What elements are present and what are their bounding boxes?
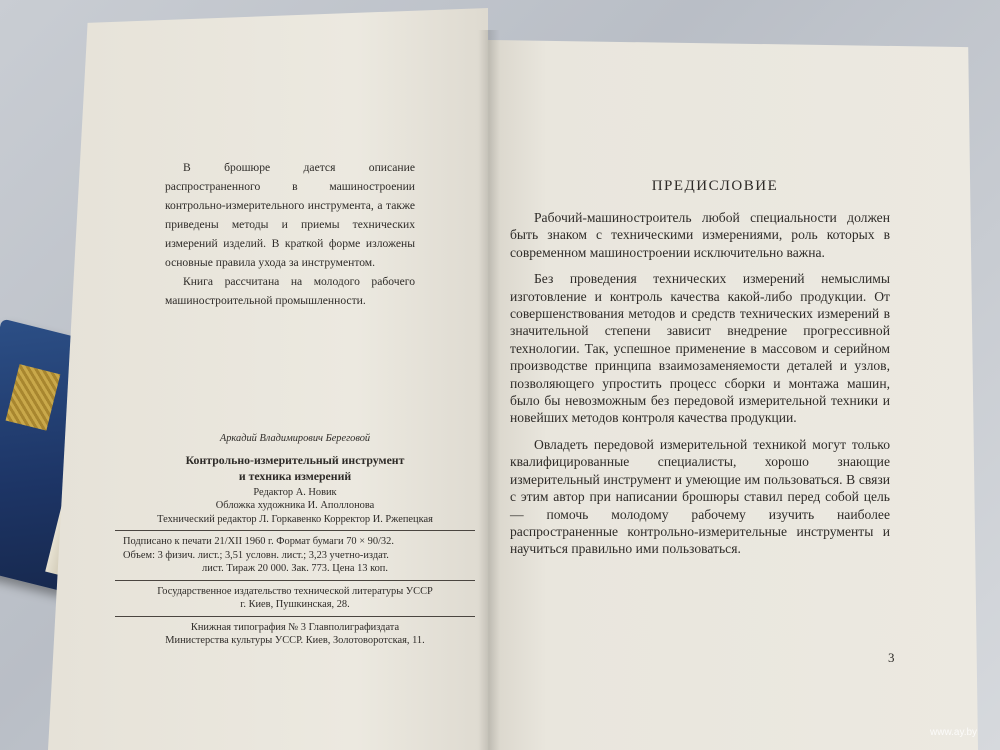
abstract-paragraph-2: Книга рассчитана на молодого рабочего машиностроительной промышленности. xyxy=(165,275,415,307)
tech-editor-line: Технический редактор Л. Горкавенко Корректор И. Ржепецкая xyxy=(157,513,433,525)
publisher-line-2: г. Киев, Пушкинская, 28. xyxy=(240,599,350,610)
printer-line-2: Министерства культуры УССР. Киев, Золотоворотская, 11. xyxy=(165,635,425,646)
preface-section xyxy=(510,178,890,558)
publisher-line-1: Государственное издательство технической литературы УССР xyxy=(157,585,433,597)
abstract-text xyxy=(165,158,415,310)
print-info-line-3: лист. Тираж 20 000. Зак. 773. Цена 13 коп. xyxy=(202,563,388,574)
book-title-line-1: Контрольно-измерительный инструмент xyxy=(185,452,405,467)
preface-paragraph-2: Без проведения технических измерений немыслимы изготовление и контроль качества какой-либо продукции. От совершенствования методов и средств технических измерений в значительной степени зависит внедрение прогрессивной технологии. Так, успешное применение в массовом и серийном производстве принципа взаимозаменяемости деталей и узлов, позволяющего упростить процесс сборки и монтажа машин, было бы невозможным без передовой измерительной техники и новейших методов контроля качества продукции. xyxy=(510,271,890,426)
editor-line: Редактор А. Новик xyxy=(253,486,337,498)
preface-title: ПРЕДИСЛОВИЕ xyxy=(651,178,779,194)
divider xyxy=(115,580,475,581)
page-number: 3 xyxy=(888,650,895,665)
cover-artist-line: Обложка художника И. Аполлонова xyxy=(215,500,375,511)
gold-emboss xyxy=(6,364,61,430)
divider xyxy=(115,616,475,617)
imprint-block xyxy=(115,432,475,648)
author-name: Аркадий Владимирович Береговой xyxy=(219,433,371,444)
book-gutter xyxy=(478,30,500,750)
preface-paragraph-3: Овладеть передовой измерительной техникой могут только квалифицированные специалисты, хорошо знающие измерительный инструмент и умеющие им пользоваться. В связи с этим автор при написании брошюры ставил перед собой цель — помочь молодому рабочему изучить наиболее распространенные контрольно-измерительные инструменты и научиться правильно ими пользоваться. xyxy=(510,436,890,557)
print-info-line-1: Подписано к печати 21/XII 1960 г. Формат бумаги 70 × 90/32. xyxy=(123,536,394,547)
printer-line-1: Книжная типография № 3 Главполиграфиздата xyxy=(190,621,400,633)
divider xyxy=(115,530,475,531)
abstract-paragraph-1: В брошюре дается описание распространенного в машиностроении контрольно-измерительного инструмента, а также приведены методы и приемы технических измерений изделий. В краткой форме изложены основные правила ухода за инструментом. xyxy=(165,161,415,269)
print-info-line-2: Объем: 3 физич. лист.; 3,51 условн. лист.; 3,23 учетно-издат. xyxy=(123,549,389,561)
book-title-line-2: и техника измерений xyxy=(238,468,352,483)
preface-paragraph-1: Рабочий-машиностроитель любой специальности должен быть знаком с техническими измерениями, роль которых в современном машиностроении исключительно важна. xyxy=(510,210,890,260)
watermark: www.ay.by xyxy=(930,727,978,738)
